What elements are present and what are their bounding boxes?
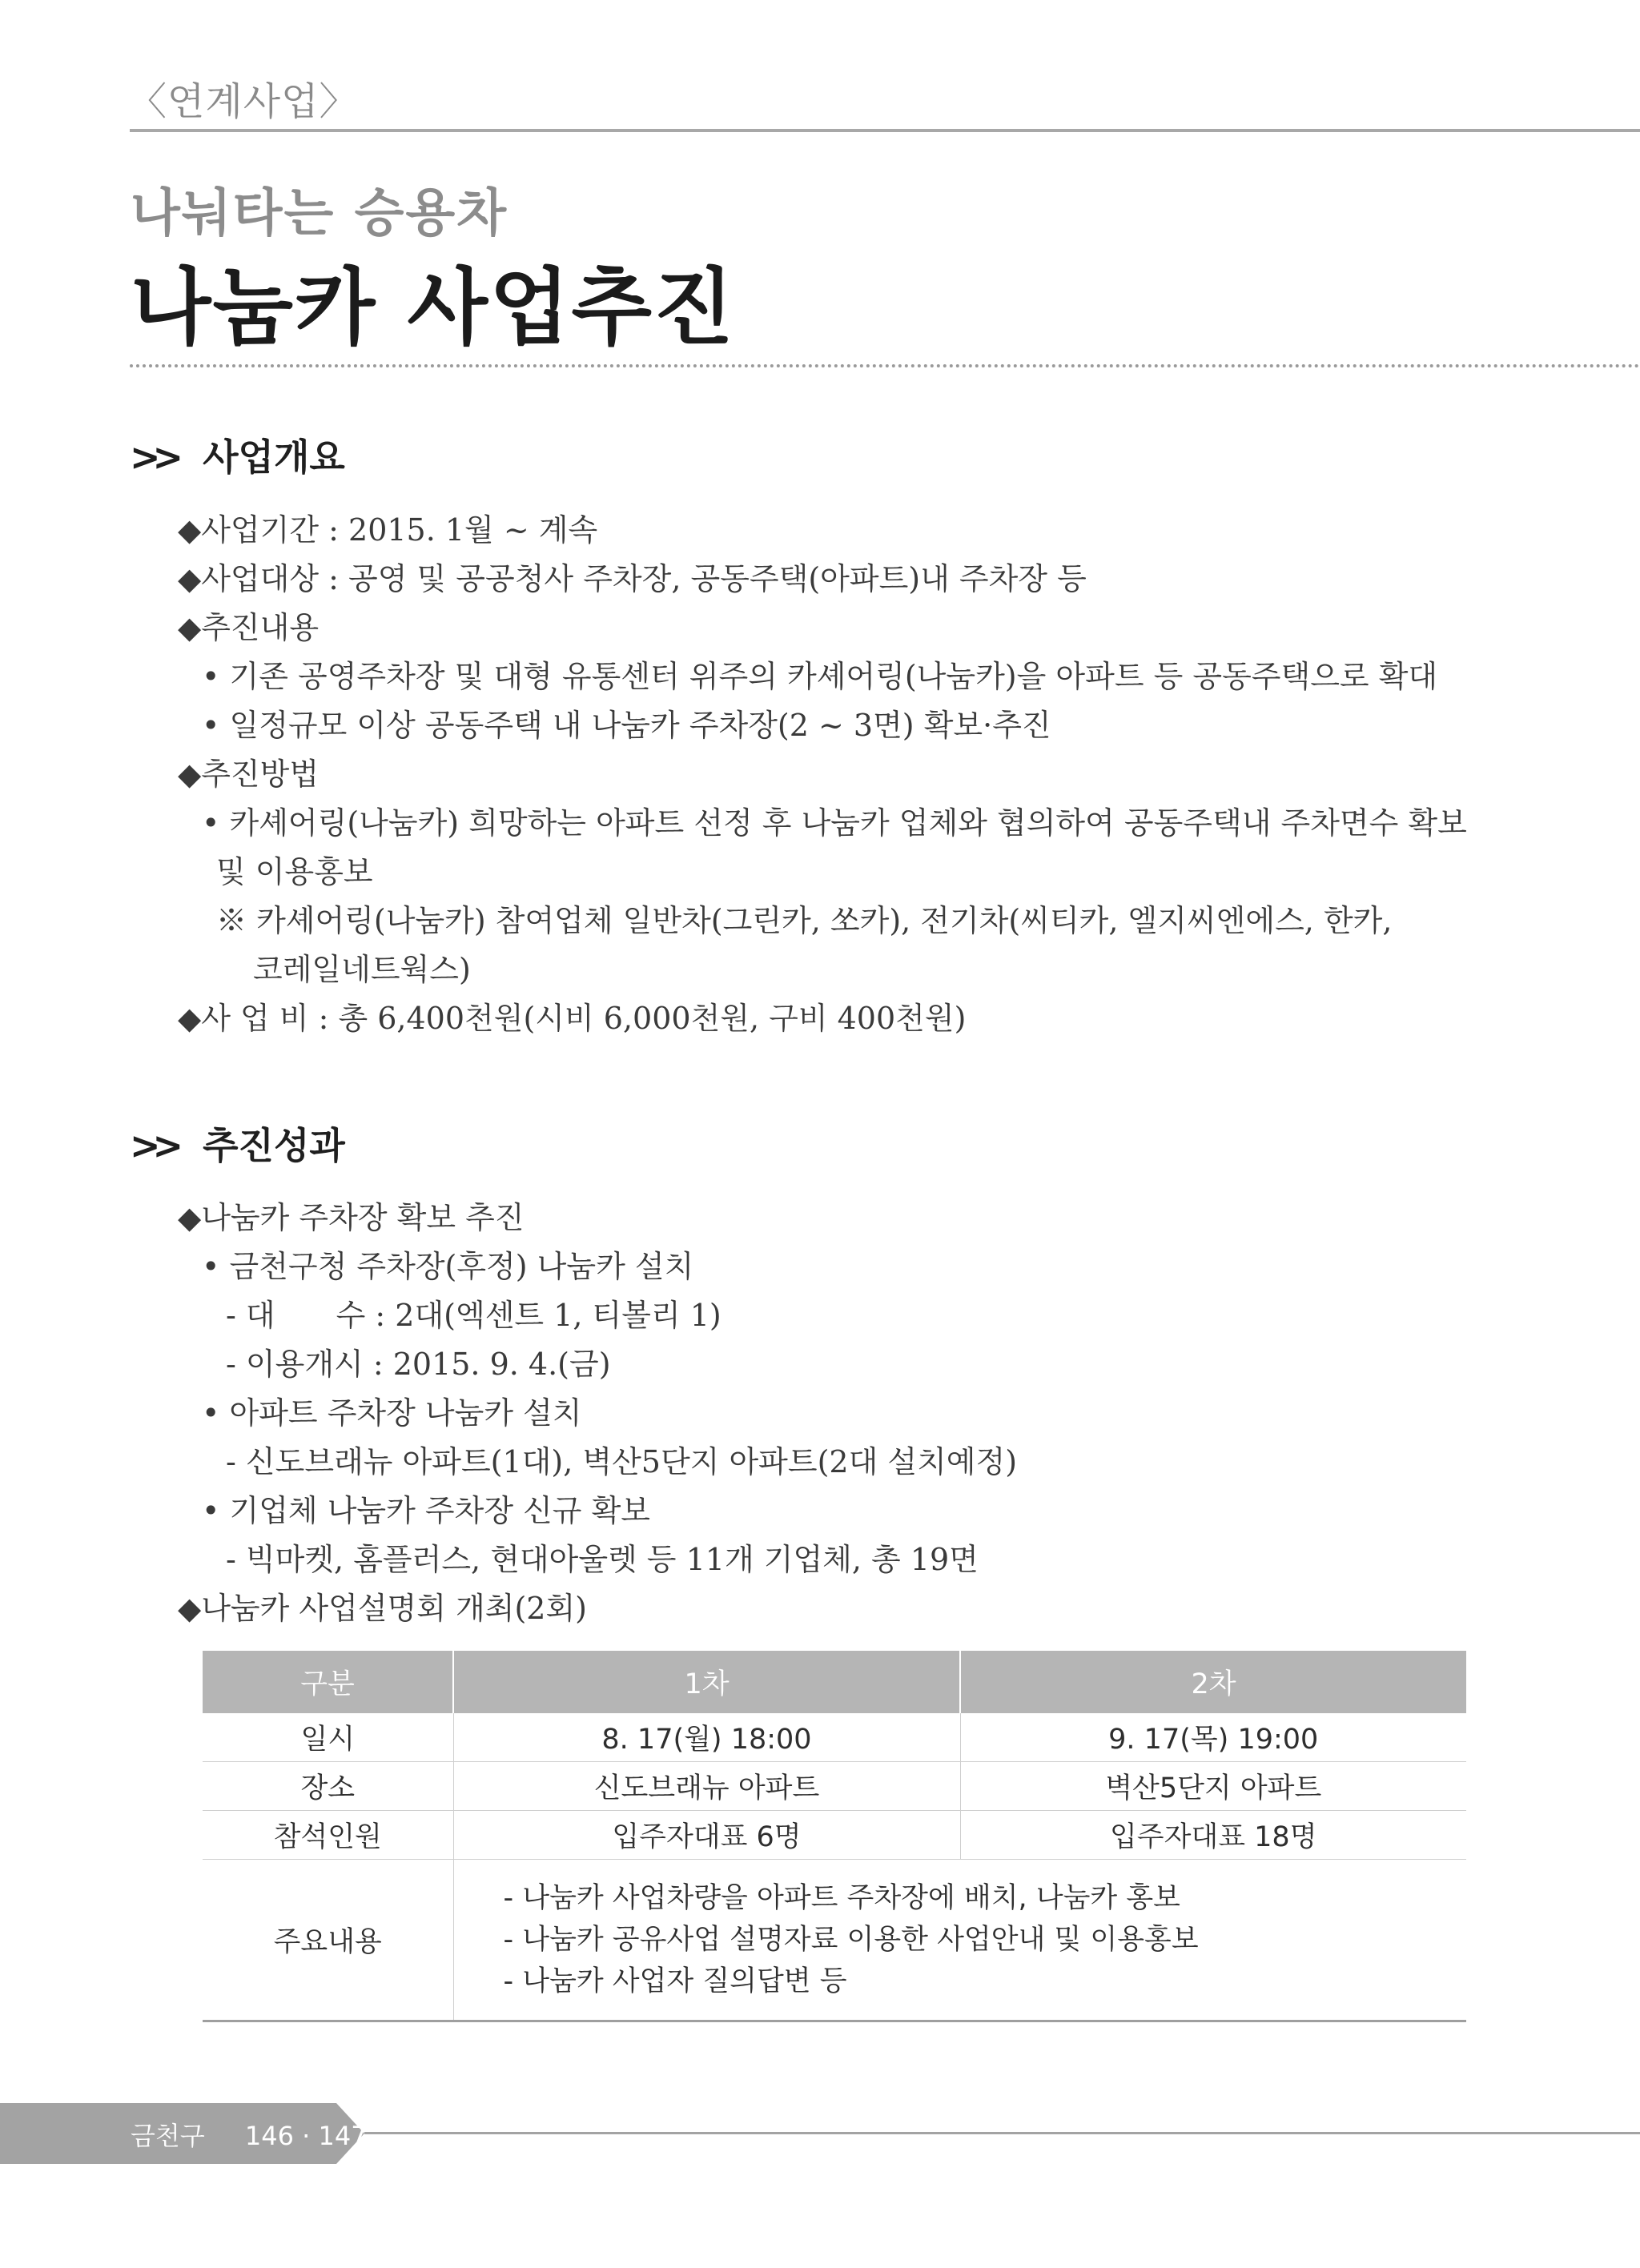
overview-line: ◆추진내용 <box>178 610 320 645</box>
dotted-divider <box>130 364 1640 367</box>
overview-line: ◆사 업 비 : 총 6,400천원(시비 6,000천원, 구비 400천원) <box>178 1001 967 1036</box>
table-header-cell: 2차 <box>960 1651 1466 1713</box>
results-subitem: - 대 수 : 2대(엑센트 1, 티볼리 1) <box>226 1298 722 1333</box>
overview-body <box>178 506 1571 1043</box>
section-heading-text: 추진성과 <box>203 1124 345 1167</box>
table-row <box>203 1713 1466 1762</box>
results-body <box>178 1194 1571 1633</box>
overview-bullet-continued: 및 이용홍보 <box>216 854 373 889</box>
briefing-schedule-table <box>203 1651 1466 2022</box>
header-rule <box>130 129 1640 132</box>
section-heading-overview <box>130 428 345 481</box>
results-bullet: • 아파트 주차장 나눔카 설치 <box>202 1395 582 1431</box>
results-bullet: • 금천구청 주차장(후정) 나눔카 설치 <box>202 1249 694 1284</box>
content-line: - 나눔카 공유사업 설명자료 이용한 사업안내 및 이용홍보 <box>503 1924 1199 1956</box>
overview-note: ※ 카셰어링(나눔카) 참여업체 일반차(그린카, 쏘카), 전기차(씨티카, 엘지씨엔에스, 한카, <box>216 903 1393 938</box>
overview-bullet: • 일정규모 이상 공동주택 내 나눔카 주차장(2 ~ 3면) 확보·추진 <box>202 708 1051 743</box>
content-line: - 나눔카 사업차량을 아파트 주차장에 배치, 나눔카 홍보 <box>503 1882 1180 1914</box>
table-row <box>203 1762 1466 1811</box>
table-cell: 입주자대표 18명 <box>960 1811 1466 1860</box>
table-cell: 입주자대표 6명 <box>453 1811 960 1860</box>
page-subtitle: 나눠타는 승용차 <box>131 184 508 243</box>
table-row <box>203 1811 1466 1860</box>
results-subitem: - 이용개시 : 2015. 9. 4.(금) <box>226 1347 611 1382</box>
footer-label <box>131 2116 400 2153</box>
table-cell: 주요내용 <box>203 1860 453 2021</box>
table-cell: 신도브래뉴 아파트 <box>453 1762 960 1811</box>
table-cell: 8. 17(월) 18:00 <box>453 1713 960 1762</box>
table-header-cell: 구분 <box>203 1651 453 1713</box>
overview-line: ◆사업대상 : 공영 및 공공청사 주차장, 공동주택(아파트)내 주차장 등 <box>178 561 1087 596</box>
section-heading-results <box>130 1117 345 1170</box>
overview-bullet: • 기존 공영주차장 및 대형 유통센터 위주의 카셰어링(나눔카)을 아파트 등 공동주택으로 확대 <box>202 659 1438 694</box>
overview-line: ◆추진방법 <box>178 757 320 792</box>
table-cell: 장소 <box>203 1762 453 1811</box>
table-cell: 참석인원 <box>203 1811 453 1860</box>
overview-bullet: • 카셰어링(나눔카) 희망하는 아파트 선정 후 나눔카 업체와 협의하여 공동주택내 주차면수 확보 <box>202 805 1467 841</box>
double-chevron-icon: >> <box>130 1124 176 1167</box>
section-heading-text: 사업개요 <box>203 436 345 479</box>
overview-note-continued: 코레일네트웍스) <box>253 952 471 987</box>
category-label: 〈연계사업〉 <box>128 79 359 124</box>
results-line: ◆나눔카 주차장 확보 추진 <box>178 1200 525 1235</box>
content-line: - 나눔카 사업자 질의답변 등 <box>503 1965 847 1997</box>
results-line: ◆나눔카 사업설명회 개최(2회) <box>178 1591 587 1626</box>
table-header-row <box>203 1651 1466 1713</box>
table-row <box>203 1860 1466 2021</box>
double-chevron-icon: >> <box>130 436 176 479</box>
overview-line: ◆사업기간 : 2015. 1월 ~ 계속 <box>178 512 598 548</box>
footer-district: 금천구 <box>131 2121 205 2151</box>
results-subitem: - 빅마켓, 홈플러스, 현대아울렛 등 11개 기업체, 총 19면 <box>226 1542 979 1577</box>
footer-rule <box>364 2132 1640 2134</box>
table-header-cell: 1차 <box>453 1651 960 1713</box>
page-title: 나눔카 사업추진 <box>131 259 736 356</box>
table-cell: 일시 <box>203 1713 453 1762</box>
page-numbers: 146 · 147 <box>244 2121 368 2151</box>
results-bullet: • 기업체 나눔카 주차장 신규 확보 <box>202 1493 651 1528</box>
table-cell: 9. 17(목) 19:00 <box>960 1713 1466 1762</box>
results-subitem: - 신도브래뉴 아파트(1대), 벽산5단지 아파트(2대 설치예정) <box>226 1444 1018 1479</box>
table-cell: 벽산5단지 아파트 <box>960 1762 1466 1811</box>
table-content-cell <box>453 1860 1466 2021</box>
